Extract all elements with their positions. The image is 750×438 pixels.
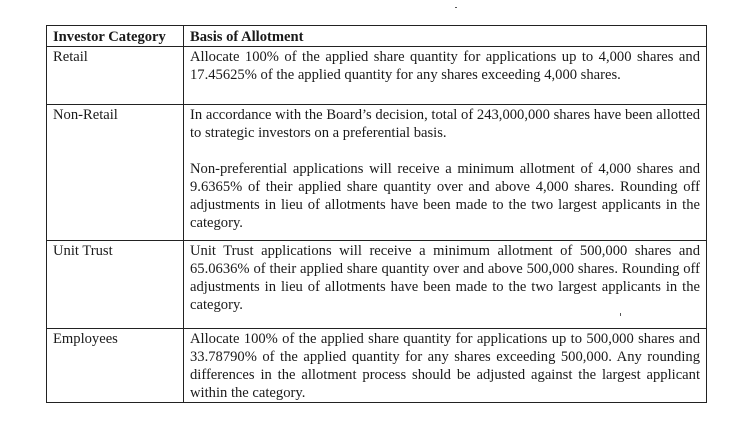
- basis-cell: [184, 329, 707, 403]
- basis-paragraph: Allocate 100% of the applied share quantity for applications up to 500,000 shares and 33.78790% of the applied quantity for any shares exceeding 500,000. Any rounding differences in the allotment process should be adjusted against the largest applicant within the category.: [190, 331, 700, 401]
- table-row-non-retail: [47, 105, 707, 241]
- category-cell: Retail: [47, 47, 184, 105]
- table-row-employees: [47, 329, 707, 403]
- table-header-row: [47, 26, 707, 47]
- header-investor-category: Investor Category: [47, 26, 184, 47]
- table-row-unit-trust: [47, 241, 707, 329]
- basis-cell: [184, 241, 707, 329]
- category-cell: Employees: [47, 329, 184, 403]
- basis-paragraph: Non-preferential applications will receive a minimum allotment of 4,000 shares and 9.6365% of their applied share quantity over and above 4,000 shares. Rounding off adjustments in lieu of allotments have been made to the two largest applicants in the category.: [190, 161, 700, 231]
- basis-cell: [184, 105, 707, 241]
- table-row-retail: [47, 47, 707, 105]
- scan-speck: [455, 7, 457, 8]
- basis-cell: [184, 47, 707, 105]
- category-cell: Unit Trust: [47, 241, 184, 329]
- basis-paragraph: Allocate 100% of the applied share quantity for applications up to 4,000 shares and 17.45625% of the applied quantity for any shares exceeding 4,000 shares.: [190, 49, 700, 83]
- basis-paragraph: Unit Trust applications will receive a minimum allotment of 500,000 shares and 65.0636% of their applied share quantity over and above 500,000 shares. Rounding off adjustments in lieu of allotments have been made to the two largest applicants in the category.: [190, 243, 700, 313]
- allotment-table: [46, 25, 707, 403]
- header-basis-of-allotment: Basis of Allotment: [184, 26, 707, 47]
- basis-paragraph: In accordance with the Board’s decision, total of 243,000,000 shares have been allotted to strategic investors on a preferential basis.: [190, 107, 700, 141]
- category-cell: Non-Retail: [47, 105, 184, 241]
